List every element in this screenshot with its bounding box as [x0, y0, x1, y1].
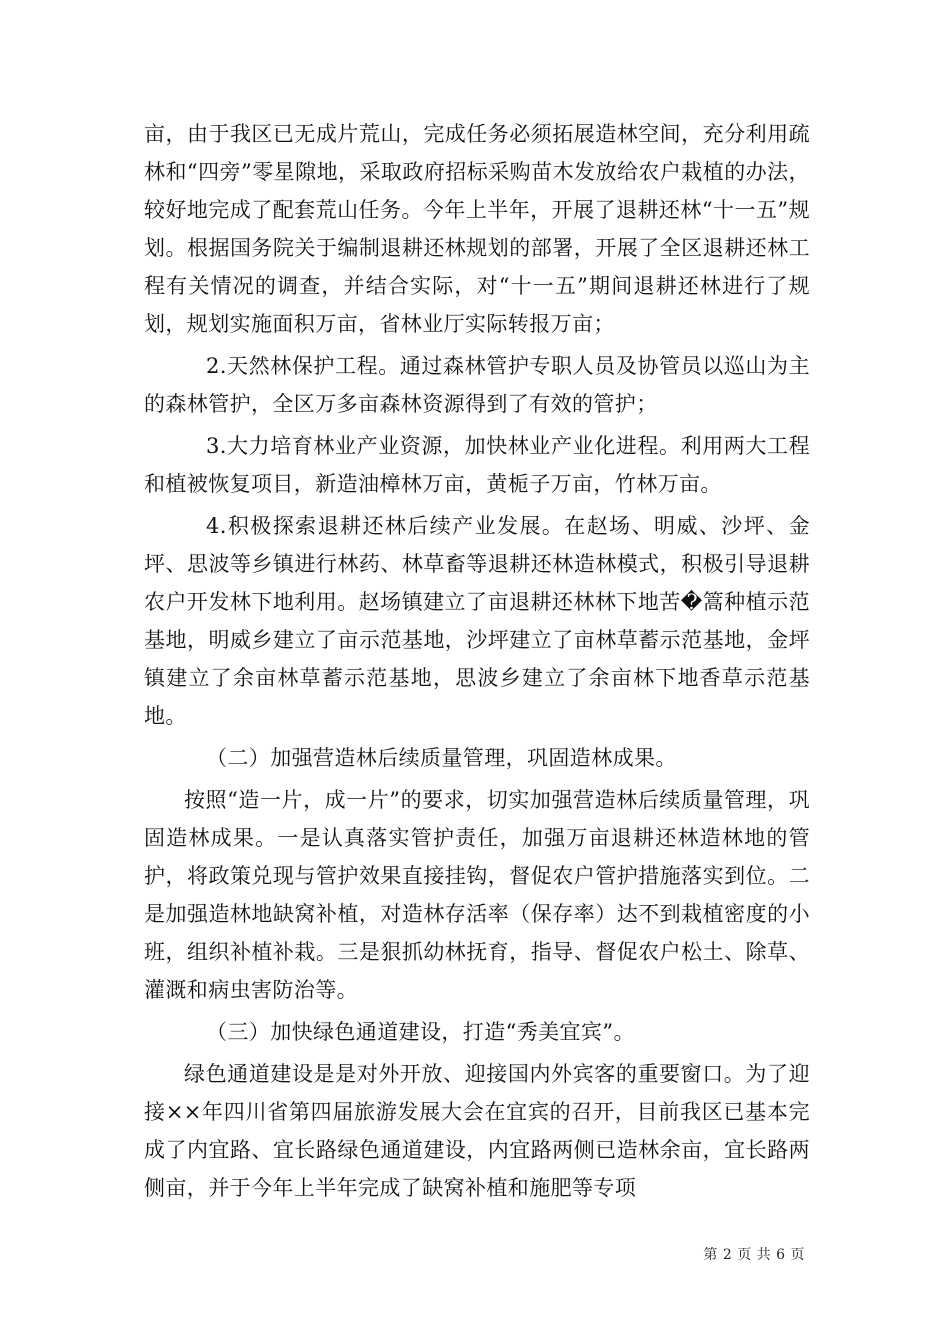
document-body: [144, 115, 810, 1207]
paragraph-natural-forest-protection: 2.天然林保护工程。通过森林管护专职人员及协管员以巡山为主的森林管护，全区万多亩森林资源得到了有效的管护；: [144, 354, 810, 416]
section-heading-quality-management: （二）加强营造林后续质量管理，巩固造林成果。: [206, 746, 677, 770]
paragraph-quality-management: 按照“造一片，成一片”的要求，切实加强营造林后续质量管理，巩固造林成果。一是认真落实管护责任，加强万亩退耕还林造林地的管护，将政策兑现与管护效果直接挂钩，督促农户管护措施落实到位。二是加强造林地缺窝补植，对造林存活率（保存率）达不到栽植密度的小班，组织补植补栽。三是狠抓幼林抚育，指导、督促农户松土、除草、灌溉和病虫害防治等。: [144, 788, 810, 1002]
section-heading-green-corridor: （三）加快绿色通道建设，打造“秀美宜宾”。: [206, 1020, 635, 1044]
paragraph-forestry-industry: 3.大力培育林业产业资源，加快林业产业化进程。利用两大工程和植被恢复项目，新造油樟林万亩，黄栀子万亩，竹林万亩。: [144, 434, 810, 496]
paragraph-follow-up-industry: 4.积极探索退耕还林后续产业发展。在赵场、明威、沙坪、金坪、思波等乡镇进行林药、林草畜等退耕还林造林模式，积极引导退耕农户开发林下地利用。赵场镇建立了亩退耕还林林下地苦�篙种植示范基地，明威乡建立了亩示范基地，沙坪建立了亩林草蓄示范基地，金坪镇建立了余亩林草蓄示范基地，思波乡建立了余亩林下地香草示范基地。: [144, 514, 810, 728]
paragraph-green-corridor: 绿色通道建设是是对外开放、迎接国内外宾客的重要窗口。为了迎接××年四川省第四届旅游发展大会在宜宾的召开，目前我区已基本完成了内宜路、宜长路绿色通道建设，内宜路两侧已造林余亩，宜长路两侧亩，并于今年上半年完成了缺窝补植和施肥等专项: [144, 1062, 810, 1200]
paragraph-continued-returning-farmland: 亩，由于我区已无成片荒山，完成任务必须拓展造林空间，充分利用疏林和“四旁”零星隙地，采取政府招标采购苗木发放给农户栽植的办法，较好地完成了配套荒山任务。今年上半年，开展了退耕还林“十一五”规划。根据国务院关于编制退耕还林规划的部署，开展了全区退耕还林工程有关情况的调查，并结合实际，对“十一五”期间退耕还林进行了规划，规划实施面积万亩，省林业厅实际转报万亩；: [144, 122, 810, 336]
page-number-footer: 第 2 页 共 6 页: [703, 1247, 805, 1263]
